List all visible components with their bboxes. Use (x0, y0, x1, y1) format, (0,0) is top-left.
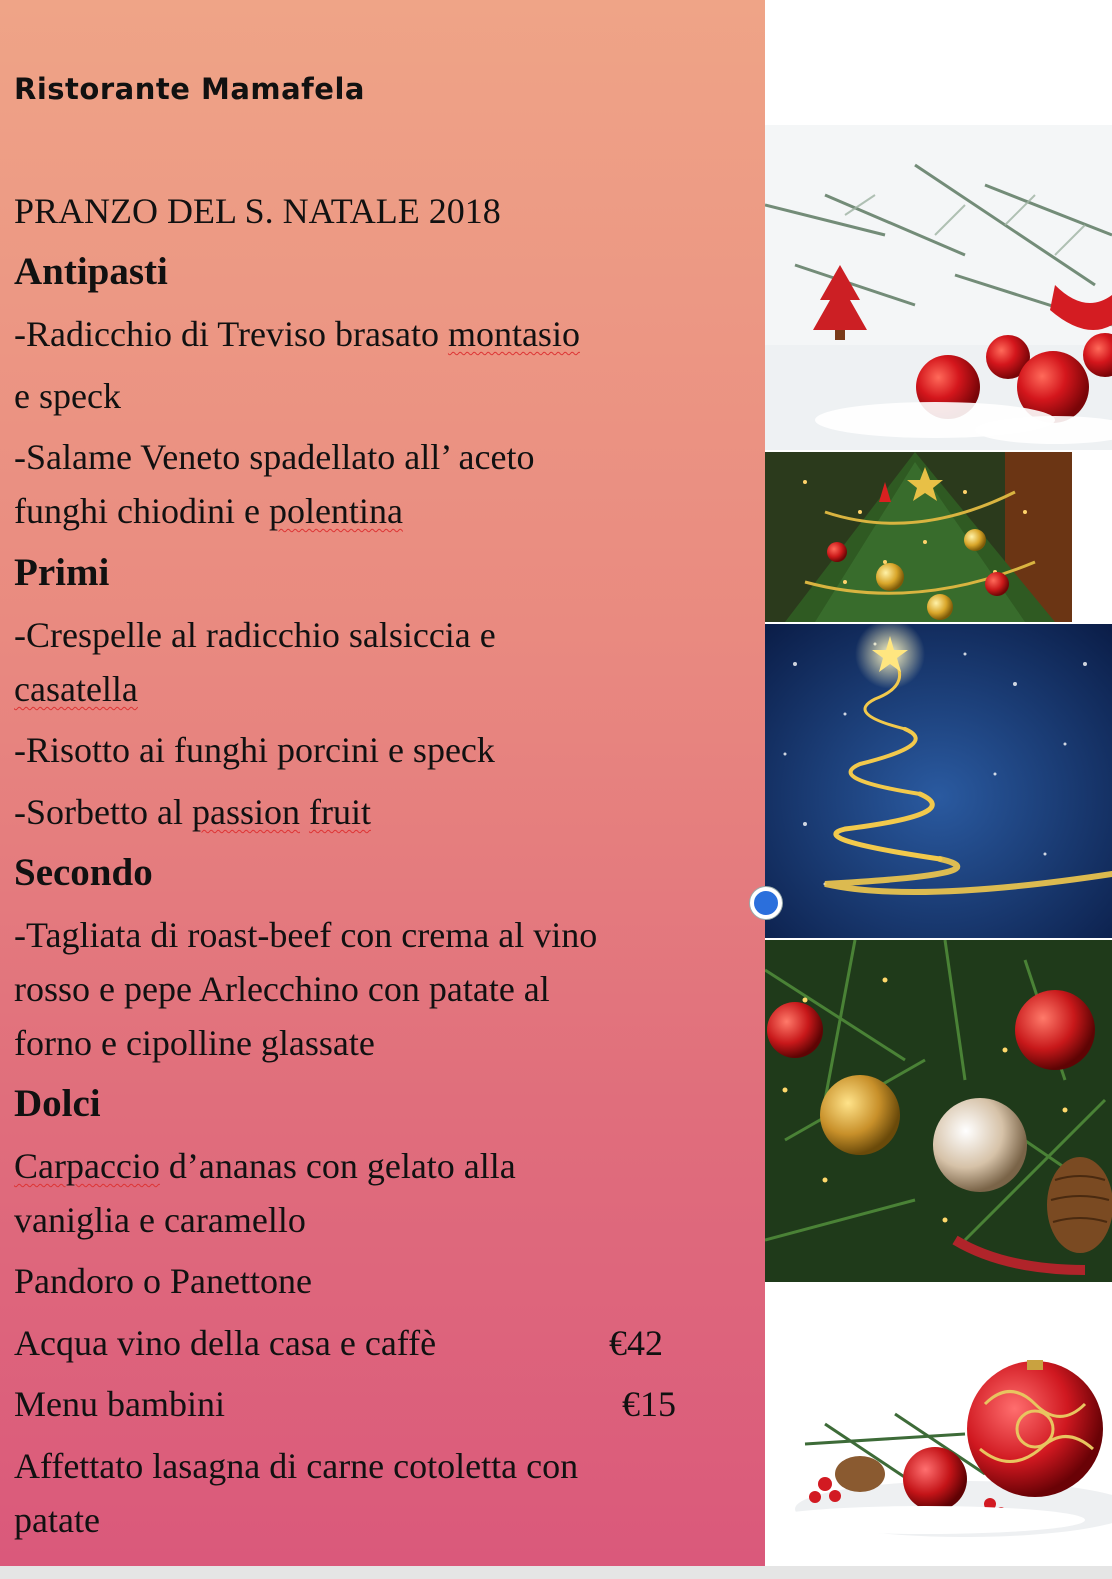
antipasti-item-1-cont: e speck (14, 376, 121, 416)
christmas-tree-image (765, 452, 1072, 622)
antipasti-item-2-word: polentina (268, 491, 403, 531)
section-heading-antipasti: Antipasti (14, 250, 168, 293)
antipasti-item-1 (14, 307, 580, 361)
resize-handle[interactable] (750, 887, 782, 919)
dolci-item-2: Pandoro o Panettone (14, 1261, 312, 1301)
snowy-ornaments-image (765, 125, 1112, 450)
primi-item-3-space (300, 792, 309, 832)
drinks-price: €42 (609, 1323, 663, 1363)
section-heading-primi: Primi (14, 551, 110, 594)
primi-item-1: -Crespelle al radicchio salsiccia e (14, 615, 496, 655)
kids-menu-price: €15 (622, 1384, 676, 1424)
primi-item-3-word-a: passion (191, 792, 300, 832)
antipasti-item-2: -Salame Veneto spadellato all’ aceto (14, 437, 535, 477)
secondo-item-1-cont-2: forno e cipolline glassate (14, 1023, 375, 1063)
section-heading-secondo: Secondo (14, 851, 153, 894)
tree-baubles-image (765, 940, 1112, 1282)
primi-item-1-word: casatella (14, 669, 138, 709)
red-bauble-image (765, 1284, 1112, 1566)
kids-menu-items-cont: patate (14, 1500, 100, 1540)
dolci-item-1-word: Carpaccio (14, 1146, 160, 1186)
restaurant-name: Ristorante Mamafela (14, 72, 365, 106)
section-heading-dolci: Dolci (14, 1082, 101, 1125)
primi-item-1-cont (14, 662, 138, 716)
antipasti-item-2-text: funghi chiodini e (14, 491, 269, 531)
antipasti-item-1-text: -Radicchio di Treviso brasato (14, 314, 448, 354)
antipasti-item-2-cont (14, 484, 403, 538)
menu-title: PRANZO DEL S. NATALE 2018 (14, 191, 501, 231)
antipasti-item-1-word: montasio (447, 314, 580, 354)
secondo-item-1-cont-1: rosso e pepe Arlecchino con patate al (14, 969, 550, 1009)
kids-menu-label: Menu bambini (14, 1384, 225, 1424)
dolci-item-1 (14, 1139, 516, 1193)
primi-item-3 (14, 785, 371, 839)
secondo-item-1: -Tagliata di roast-beef con crema al vino (14, 915, 598, 955)
kids-menu-items: Affettato lasagna di carne cotoletta con (14, 1446, 579, 1486)
golden-sparkle-tree-image (765, 624, 1112, 938)
drinks-label: Acqua vino della casa e caffè (14, 1323, 437, 1363)
primi-item-3-word-b: fruit (308, 792, 371, 832)
dolci-item-1-text: d’ananas con gelato alla (159, 1146, 516, 1186)
primi-item-3-text: -Sorbetto al (14, 792, 192, 832)
primi-item-2: -Risotto ai funghi porcini e speck (14, 730, 495, 770)
dolci-item-1-cont: vaniglia e caramello (14, 1200, 306, 1240)
bottom-border (0, 1566, 1112, 1579)
